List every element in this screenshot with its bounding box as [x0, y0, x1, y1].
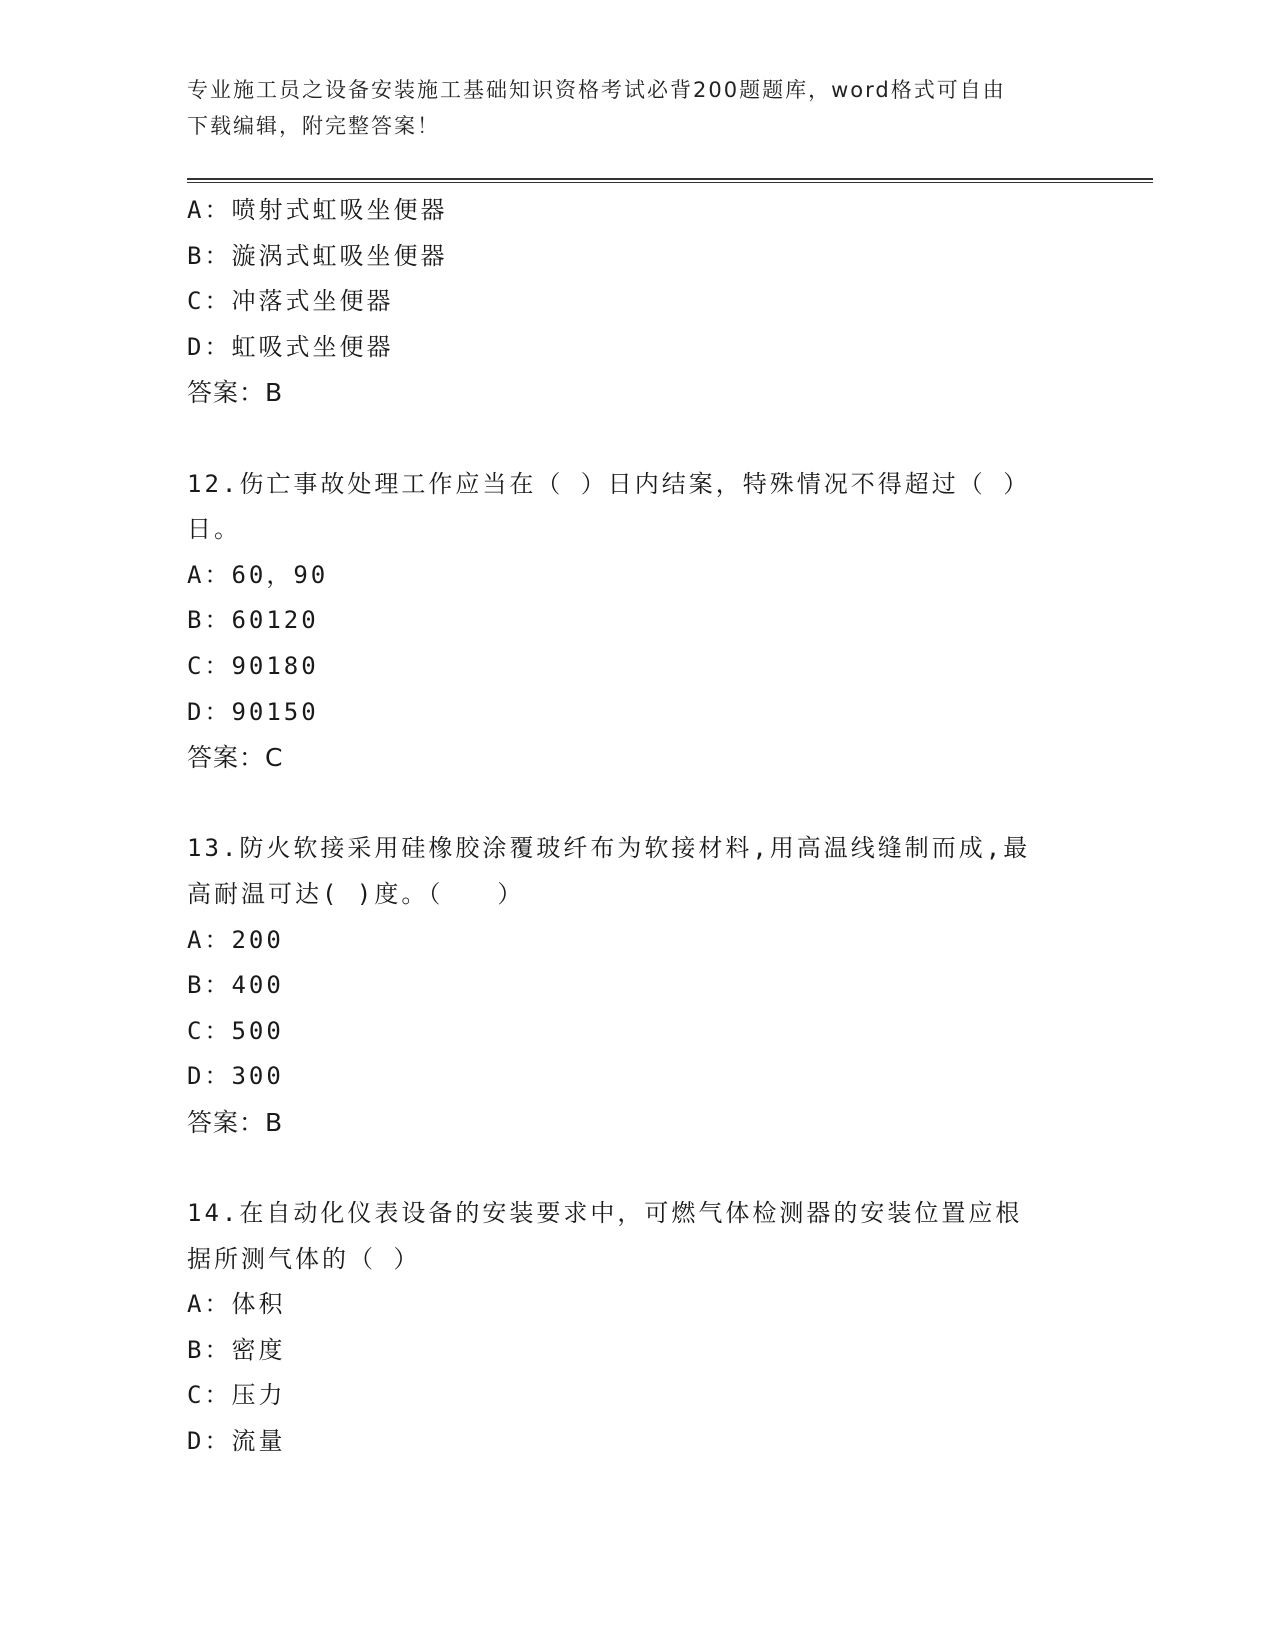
question-13 [187, 826, 1087, 1145]
option-c: C：压力 [187, 1381, 286, 1410]
question-list [187, 188, 1087, 1465]
answer-line: 答案：B [187, 1107, 284, 1137]
option-a: A：体积 [187, 1290, 286, 1319]
question-stem-line-2: 据所测气体的（ ） [187, 1244, 421, 1273]
question-11 [187, 188, 1087, 416]
spacer [187, 1145, 1087, 1191]
option-b: B：60120 [187, 606, 319, 635]
option-c: C：90180 [187, 651, 319, 680]
option-b: B：漩涡式虹吸坐便器 [187, 241, 448, 270]
question-12 [187, 462, 1087, 781]
question-stem-line-1: 13.防火软接采用硅橡胶涂覆玻纤布为软接材料,用高温线缝制而成,最 [187, 834, 1031, 863]
option-d: D：300 [187, 1062, 284, 1091]
document-header [187, 72, 1087, 144]
answer-line: 答案：B [187, 378, 284, 408]
option-a: A：喷射式虹吸坐便器 [187, 196, 448, 224]
question-stem-line-2: 日。 [187, 515, 241, 544]
option-c: C：冲落式坐便器 [187, 287, 394, 316]
header-line-1: 专业施工员之设备安装施工基础知识资格考试必背200题题库，word格式可自由 [187, 78, 1006, 102]
option-d: D：90150 [187, 697, 319, 726]
question-stem-line-1: 12.伤亡事故处理工作应当在（ ）日内结案，特殊情况不得超过（ ） [187, 469, 1031, 498]
option-d: D：流量 [187, 1427, 286, 1456]
option-b: B：400 [187, 971, 284, 1000]
option-a: A：200 [187, 925, 284, 954]
spacer [187, 781, 1087, 827]
option-a: A：60，90 [187, 560, 329, 589]
question-14 [187, 1191, 1087, 1465]
header-line-2: 下载编辑，附完整答案！ [187, 114, 440, 138]
rule-line-thin [187, 182, 1153, 183]
option-b: B：密度 [187, 1335, 286, 1364]
question-stem-line-2: 高耐温可达( )度。（ ） [187, 879, 525, 908]
rule-line-thick [187, 178, 1153, 180]
spacer [187, 416, 1087, 462]
option-d: D：虹吸式坐便器 [187, 332, 394, 361]
answer-line: 答案：C [187, 743, 284, 773]
question-stem-line-1: 14.在自动化仪表设备的安装要求中，可燃气体检测器的安装位置应根 [187, 1199, 1023, 1228]
header-double-rule [187, 178, 1153, 183]
option-c: C：500 [187, 1016, 284, 1045]
